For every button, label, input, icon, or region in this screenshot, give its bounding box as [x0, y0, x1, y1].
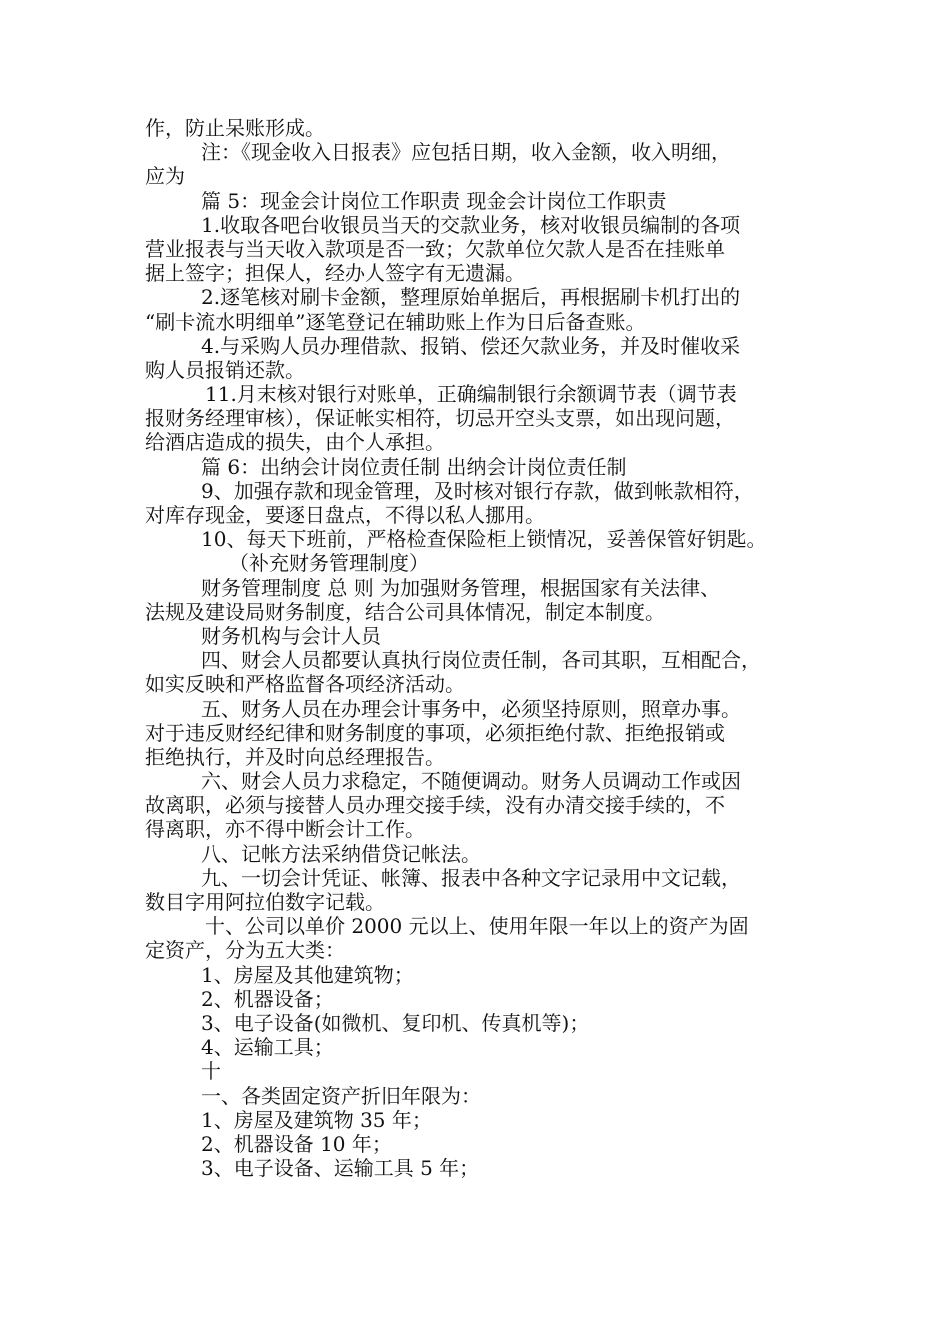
- text-line: 八、记帐方法采纳借贷记帐法。: [201, 841, 481, 866]
- section-heading: 篇 6：出纳会计岗位责任制 出纳会计岗位责任制: [201, 454, 627, 479]
- list-item: 2、机器设备；: [201, 986, 334, 1011]
- list-item: 3、电子设备、运输工具 5 年；: [201, 1156, 480, 1181]
- text-line: 对库存现金，要逐日盘点，不得以私人挪用。: [145, 503, 545, 527]
- text-line: 得离职，亦不得中断会计工作。: [145, 817, 425, 842]
- list-item: 4、运输工具；: [201, 1035, 334, 1060]
- text-line: 应为: [145, 164, 185, 189]
- text-line: 购人员报销还款。: [145, 357, 305, 382]
- text-line: 1.收取各吧台收银员当天的交款业务，核对收银员编制的各项: [201, 212, 741, 237]
- text-line: 十、公司以单价 2000 元以上、使用年限一年以上的资产为固: [205, 914, 749, 939]
- list-item: 3、电子设备(如微机、复印机、传真机等)；: [201, 1010, 590, 1035]
- text-line: 财务机构与会计人员: [201, 623, 381, 648]
- text-line: 六、财会人员力求稳定，不随便调动。财务人员调动工作或因: [201, 769, 741, 794]
- text-line: 五、财务人员在办理会计事务中，必须坚持原则，照章办事。: [201, 696, 741, 721]
- text-line: 作，防止呆账形成。: [145, 116, 325, 140]
- text-line: 法规及建设局财务制度，结合公司具体情况，制定本制度。: [145, 599, 665, 624]
- text-line: 故离职，必须与接替人员办理交接手续，没有办清交接手续的，不: [145, 793, 725, 818]
- list-item: 1、房屋及其他建筑物；: [201, 962, 414, 987]
- text-line: 如实反映和严格监督各项经济活动。: [145, 672, 465, 697]
- text-line: 九、一切会计凭证、帐簿、报表中各种文字记录用中文记载，: [201, 865, 741, 890]
- text-line: 对于违反财经纪律和财务制度的事项，必须拒绝付款、拒绝报销或: [145, 720, 725, 745]
- text-line: 注：《现金收入日报表》应包括日期，收入金额，收入明细，: [201, 140, 731, 165]
- text-line: 给酒店造成的损失，由个人承担。: [145, 430, 445, 455]
- list-item: 1、房屋及建筑物 35 年；: [201, 1107, 432, 1132]
- text-line: 报财务经理审核），保证帐实相符，切忌开空头支票，如出现问题，: [145, 406, 735, 431]
- text-line: 营业报表与当天收入款项是否一致；欠款单位欠款人是否在挂账单: [145, 236, 725, 261]
- list-item: 2、机器设备 10 年；: [201, 1131, 392, 1156]
- text-line: 十: [201, 1059, 221, 1084]
- text-line: （补充财务管理制度）: [229, 551, 429, 576]
- text-line: 四、财会人员都要认真执行岗位责任制，各司其职，互相配合，: [201, 648, 761, 673]
- text-line: 一、各类固定资产折旧年限为：: [201, 1083, 481, 1108]
- text-line: 数目字用阿拉伯数字记载。: [145, 890, 385, 914]
- text-line: 财务管理制度 总 则 为加强财务管理，根据国家有关法律、: [201, 575, 721, 600]
- text-line: 4.与采购人员办理借款、报销、偿还欠款业务，并及时催收采: [201, 333, 741, 358]
- text-line: 拒绝执行，并及时向总经理报告。: [145, 744, 445, 769]
- text-line: “刷卡流水明细单”逐笔登记在辅助账上作为日后备查账。: [145, 309, 646, 334]
- text-line: 10、每天下班前，严格检查保险柜上锁情况，妥善保管好钥匙。: [201, 527, 767, 552]
- text-line: 2.逐笔核对刷卡金额，整理原始单据后，再根据刷卡机打出的: [201, 285, 741, 310]
- text-line: 9、加强存款和现金管理，及时核对银行存款，做到帐款相符，: [201, 478, 754, 503]
- section-heading: 篇 5：现金会计岗位工作职责 现金会计岗位工作职责: [201, 188, 667, 213]
- document-page: [145, 116, 825, 1180]
- text-line: 11.月末核对银行对账单，正确编制银行余额调节表（调节表: [205, 382, 737, 407]
- text-line: 定资产，分为五大类：: [145, 938, 345, 963]
- text-line: 据上签字；担保人，经办人签字有无遗漏。: [145, 261, 525, 286]
